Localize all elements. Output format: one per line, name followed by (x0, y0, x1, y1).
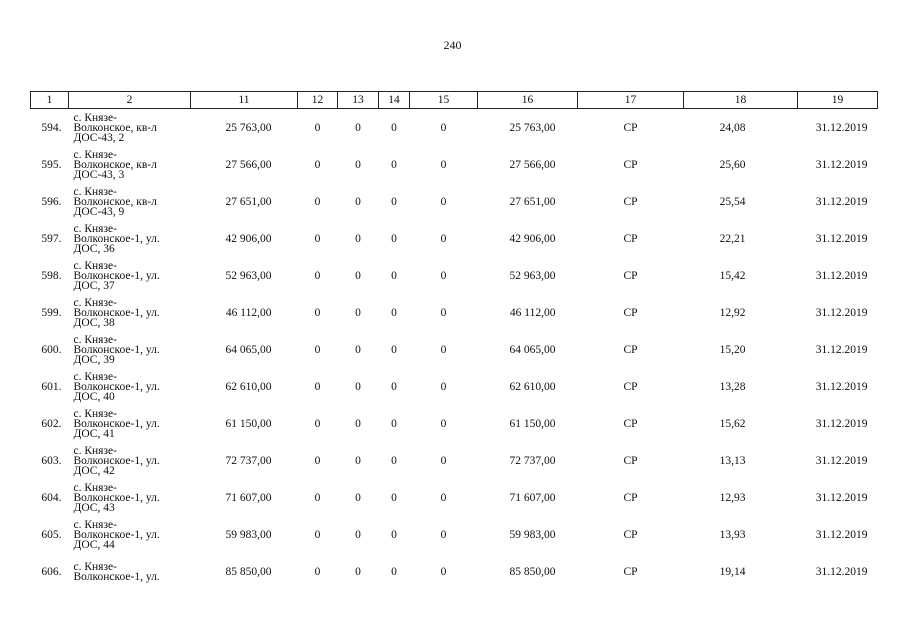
percent-cell: 13,13 (719, 454, 746, 467)
page-number: 240 (443, 38, 462, 52)
code-cell: СР (623, 565, 638, 578)
amount-cell: 27 566,00 (225, 158, 272, 171)
amount-cell: 62 610,00 (225, 380, 272, 393)
date-cell: 31.12.2019 (815, 343, 868, 356)
data-table (30, 91, 878, 590)
value-cell: 0 (391, 417, 397, 430)
amount-cell: 64 065,00 (225, 343, 272, 356)
amount-cell: 46 112,00 (225, 306, 272, 319)
percent-cell: 24,08 (719, 121, 746, 134)
row-number-cell: 594. (41, 121, 62, 134)
amount-cell: 59 983,00 (509, 528, 556, 541)
amount-cell: 25 763,00 (225, 121, 272, 134)
row-number-cell: 606. (41, 565, 62, 578)
code-cell: СР (623, 306, 638, 319)
value-cell: 0 (391, 343, 397, 356)
percent-cell: 12,92 (719, 306, 746, 319)
percent-cell: 25,54 (719, 195, 746, 208)
column-header: 1 (31, 92, 69, 109)
value-cell: 0 (314, 306, 321, 319)
percent-cell: 13,28 (719, 380, 746, 393)
amount-cell: 61 150,00 (509, 417, 556, 430)
code-cell: СР (623, 195, 638, 208)
value-cell: 0 (391, 565, 397, 578)
address-cell: с. Князе- Волконское-1, ул. ДОС, 43 (73, 481, 160, 514)
code-cell: СР (623, 343, 638, 356)
value-cell: 0 (440, 380, 447, 393)
value-cell: 0 (355, 454, 361, 467)
date-cell: 31.12.2019 (815, 380, 868, 393)
amount-cell: 52 963,00 (509, 269, 556, 282)
amount-cell: 52 963,00 (225, 269, 272, 282)
address-cell: с. Князе- Волконское-1, ул. ДОС, 38 (73, 296, 160, 329)
date-cell: 31.12.2019 (815, 565, 868, 578)
percent-cell: 22,21 (719, 232, 746, 245)
row-number-cell: 597. (41, 232, 62, 245)
code-cell: СР (623, 380, 638, 393)
value-cell: 0 (355, 306, 361, 319)
table-row (31, 442, 878, 479)
amount-cell: 27 566,00 (509, 158, 556, 171)
value-cell: 0 (314, 232, 321, 245)
table-row (31, 257, 878, 294)
value-cell: 0 (391, 121, 397, 134)
value-cell: 0 (440, 121, 447, 134)
date-cell: 31.12.2019 (815, 195, 868, 208)
value-cell: 0 (314, 454, 321, 467)
address-cell: с. Князе- Волконское, кв-л ДОС-43, 3 (73, 148, 157, 181)
amount-cell: 64 065,00 (509, 343, 556, 356)
value-cell: 0 (391, 306, 397, 319)
amount-cell: 85 850,00 (509, 565, 556, 578)
value-cell: 0 (440, 528, 447, 541)
percent-cell: 15,42 (719, 269, 746, 282)
code-cell: СР (623, 454, 638, 467)
value-cell: 0 (314, 343, 321, 356)
address-cell: с. Князе- Волконское-1, ул. (73, 560, 160, 583)
value-cell: 0 (440, 454, 447, 467)
column-header: 2 (69, 92, 191, 109)
amount-cell: 27 651,00 (225, 195, 272, 208)
table-row (31, 405, 878, 442)
table-row (31, 183, 878, 220)
row-number-cell: 602. (41, 417, 62, 430)
column-header: 19 (798, 92, 878, 109)
value-cell: 0 (391, 491, 397, 504)
column-header: 13 (338, 92, 379, 109)
address-cell: с. Князе- Волконское, кв-л ДОС-43, 2 (73, 111, 157, 144)
value-cell: 0 (314, 528, 321, 541)
address-cell: с. Князе- Волконское-1, ул. ДОС, 37 (73, 259, 160, 292)
value-cell: 0 (355, 565, 361, 578)
value-cell: 0 (440, 306, 447, 319)
column-header: 14 (379, 92, 410, 109)
date-cell: 31.12.2019 (815, 269, 868, 282)
value-cell: 0 (314, 491, 321, 504)
table-row (31, 331, 878, 368)
code-cell: СР (623, 269, 638, 282)
value-cell: 0 (391, 195, 397, 208)
percent-cell: 15,62 (719, 417, 746, 430)
value-cell: 0 (391, 232, 397, 245)
amount-cell: 71 607,00 (509, 491, 556, 504)
table-row (31, 294, 878, 331)
amount-cell: 61 150,00 (225, 417, 272, 430)
amount-cell: 72 737,00 (509, 454, 556, 467)
column-header: 17 (578, 92, 684, 109)
date-cell: 31.12.2019 (815, 454, 868, 467)
value-cell: 0 (355, 417, 361, 430)
amount-cell: 62 610,00 (509, 380, 556, 393)
column-header: 12 (298, 92, 338, 109)
amount-cell: 85 850,00 (225, 565, 272, 578)
date-cell: 31.12.2019 (815, 417, 868, 430)
table-row (31, 220, 878, 257)
date-cell: 31.12.2019 (815, 306, 868, 319)
value-cell: 0 (440, 195, 447, 208)
code-cell: СР (623, 528, 638, 541)
value-cell: 0 (391, 454, 397, 467)
value-cell: 0 (314, 565, 321, 578)
value-cell: 0 (314, 380, 321, 393)
table-row (31, 146, 878, 183)
value-cell: 0 (355, 380, 361, 393)
value-cell: 0 (440, 158, 447, 171)
value-cell: 0 (355, 343, 361, 356)
table-row (31, 109, 878, 147)
amount-cell: 46 112,00 (509, 306, 556, 319)
date-cell: 31.12.2019 (815, 491, 868, 504)
address-cell: с. Князе- Волконское-1, ул. ДОС, 40 (73, 370, 160, 403)
value-cell: 0 (391, 158, 397, 171)
value-cell: 0 (391, 528, 397, 541)
date-cell: 31.12.2019 (815, 121, 868, 134)
header-row (31, 92, 878, 109)
row-number-cell: 601. (41, 380, 62, 393)
value-cell: 0 (355, 491, 361, 504)
value-cell: 0 (440, 565, 447, 578)
value-cell: 0 (355, 195, 361, 208)
address-cell: с. Князе- Волконское-1, ул. ДОС, 44 (73, 518, 160, 551)
value-cell: 0 (355, 232, 361, 245)
row-number-cell: 595. (41, 158, 62, 171)
amount-cell: 27 651,00 (509, 195, 556, 208)
amount-cell: 42 906,00 (225, 232, 272, 245)
code-cell: СР (623, 417, 638, 430)
table-row (31, 479, 878, 516)
value-cell: 0 (355, 158, 361, 171)
row-number-cell: 598. (41, 269, 62, 282)
date-cell: 31.12.2019 (815, 528, 868, 541)
amount-cell: 25 763,00 (509, 121, 556, 134)
address-cell: с. Князе- Волконское-1, ул. ДОС, 42 (73, 444, 160, 477)
column-header: 16 (478, 92, 578, 109)
value-cell: 0 (391, 269, 397, 282)
code-cell: СР (623, 158, 638, 171)
value-cell: 0 (314, 417, 321, 430)
row-number-cell: 600. (41, 343, 62, 356)
row-number-cell: 605. (41, 528, 62, 541)
value-cell: 0 (440, 343, 447, 356)
value-cell: 0 (440, 417, 447, 430)
date-cell: 31.12.2019 (815, 232, 868, 245)
address-cell: с. Князе- Волконское-1, ул. ДОС, 36 (73, 222, 160, 255)
row-number-cell: 604. (41, 491, 62, 504)
table-row (31, 553, 878, 590)
value-cell: 0 (355, 528, 361, 541)
value-cell: 0 (355, 269, 361, 282)
value-cell: 0 (391, 380, 397, 393)
amount-cell: 71 607,00 (225, 491, 272, 504)
column-header: 11 (191, 92, 298, 109)
amount-cell: 72 737,00 (225, 454, 272, 467)
code-cell: СР (623, 232, 638, 245)
column-header: 15 (410, 92, 478, 109)
table-row (31, 516, 878, 553)
amount-cell: 42 906,00 (509, 232, 556, 245)
row-number-cell: 596. (41, 195, 62, 208)
address-cell: с. Князе- Волконское-1, ул. ДОС, 39 (73, 333, 160, 366)
code-cell: СР (623, 491, 638, 504)
row-number-cell: 599. (41, 306, 62, 319)
value-cell: 0 (440, 491, 447, 504)
value-cell: 0 (314, 269, 321, 282)
value-cell: 0 (440, 232, 447, 245)
date-cell: 31.12.2019 (815, 158, 868, 171)
percent-cell: 19,14 (719, 565, 746, 578)
address-cell: с. Князе- Волконское, кв-л ДОС-43, 9 (73, 185, 157, 218)
row-number-cell: 603. (41, 454, 62, 467)
code-cell: СР (623, 121, 638, 134)
percent-cell: 13,93 (719, 528, 746, 541)
amount-cell: 59 983,00 (225, 528, 272, 541)
value-cell: 0 (314, 158, 321, 171)
percent-cell: 25,60 (719, 158, 746, 171)
percent-cell: 12,93 (719, 491, 746, 504)
address-cell: с. Князе- Волконское-1, ул. ДОС, 41 (73, 407, 160, 440)
percent-cell: 15,20 (719, 343, 746, 356)
value-cell: 0 (440, 269, 447, 282)
column-header: 18 (684, 92, 798, 109)
value-cell: 0 (355, 121, 361, 134)
table-body (31, 109, 878, 591)
value-cell: 0 (314, 121, 321, 134)
value-cell: 0 (314, 195, 321, 208)
table-row (31, 368, 878, 405)
